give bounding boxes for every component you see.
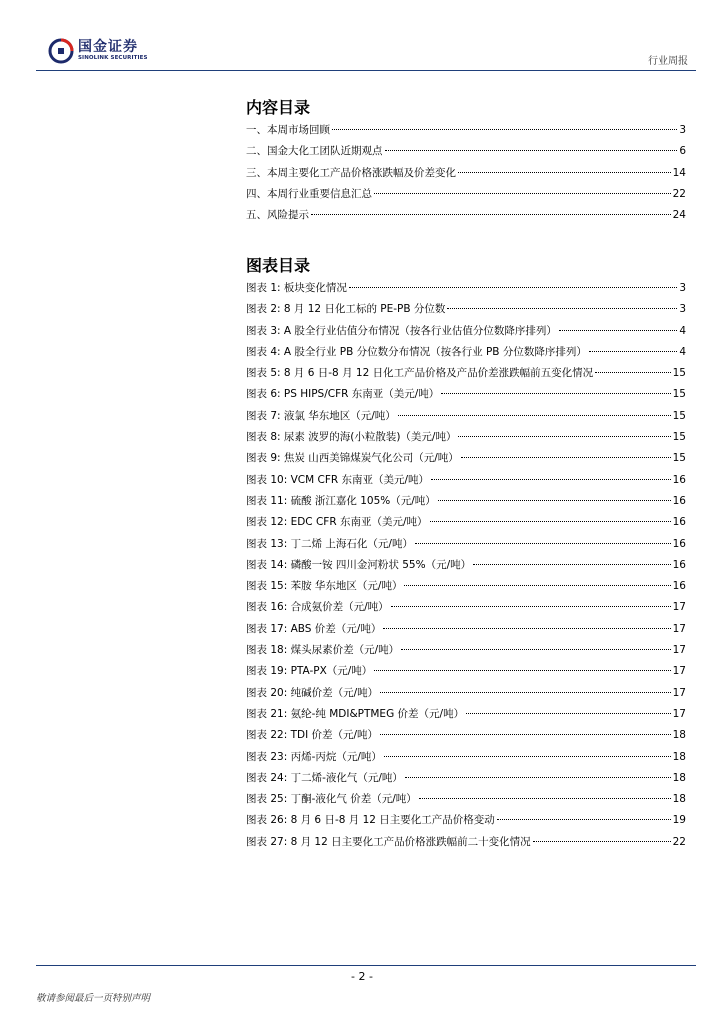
dot-leader [311,214,671,215]
contents-item[interactable] [246,165,686,186]
contents-item-label: 五、风险提示 [246,209,309,222]
dot-leader [332,129,677,130]
figure-item-label: 图表 10: VCM CFR 东南亚（美元/吨） [246,473,430,486]
figure-item-page: 17 [672,601,686,614]
figure-item-page: 15 [672,409,686,422]
contents-title: 内容目录 [246,98,311,117]
figure-item-label: 图表 9: 焦炭 山西美锦煤炭气化公司（元/吨） [246,452,459,465]
dot-leader [419,798,671,799]
logo-english-name: SINOLINK SECURITIES [78,55,148,62]
dot-leader [384,756,671,757]
figure-item[interactable] [246,791,686,812]
figure-item[interactable] [246,663,686,684]
header-divider [36,70,696,71]
figure-item-page: 15 [672,452,686,465]
figure-item-label: 图表 27: 8 月 12 日主要化工产品价格涨跌幅前二十变化情况 [246,835,531,848]
figure-item-label: 图表 20: 纯碱价差（元/吨） [246,686,379,699]
dot-leader [383,628,670,629]
logo-mark-icon [48,38,74,64]
figure-item-label: 图表 5: 8 月 6 日-8 月 12 日化工产品价格及产品价差涨跌幅前五变化情况 [246,367,594,380]
figure-item-label: 图表 25: 丁酮-液化气 价差（元/吨） [246,793,417,806]
figure-item[interactable] [246,812,686,833]
dot-leader [380,692,671,693]
figure-item-page: 18 [672,771,686,784]
dot-leader [404,585,670,586]
figure-item-page: 18 [672,750,686,763]
figure-item[interactable] [246,514,686,535]
figure-item-page: 16 [672,580,686,593]
figure-item-page: 16 [672,516,686,529]
contents-item-page: 14 [672,166,686,179]
dot-leader [438,500,671,501]
figure-item-label: 图表 17: ABS 价差（元/吨） [246,622,382,635]
figure-item-page: 19 [672,814,686,827]
figure-item[interactable] [246,621,686,642]
dot-leader [405,777,671,778]
figure-item-label: 图表 1: 板块变化情况 [246,282,347,294]
figure-item-page: 17 [672,622,686,635]
contents-item[interactable] [246,207,686,228]
contents-item-label: 一、本周市场回顾 [246,124,330,136]
contents-item-page: 24 [672,209,686,222]
figure-item-label: 图表 19: PTA-PX（元/吨） [246,665,373,678]
figure-item[interactable] [246,450,686,471]
dot-leader [595,372,671,373]
figure-item[interactable] [246,386,686,407]
figure-item-page: 3 [679,282,686,294]
figure-item-page: 15 [672,388,686,401]
figure-item[interactable] [246,344,686,365]
dot-leader [473,564,671,565]
figure-item[interactable] [246,536,686,557]
figure-item[interactable] [246,770,686,791]
page-number: - 2 - [351,970,373,983]
dot-leader [380,734,671,735]
figure-item[interactable] [246,408,686,429]
figure-item-page: 16 [672,473,686,486]
figure-item-label: 图表 7: 液氯 华东地区（元/吨） [246,409,396,422]
figure-item-page: 4 [679,324,686,337]
figure-item-label: 图表 23: 丙烯-丙烷（元/吨） [246,750,382,763]
figure-item[interactable] [246,599,686,620]
contents-item[interactable] [246,122,686,143]
figure-item-label: 图表 3: A 股全行业估值分布情况（按各行业估值分位数降序排列） [246,324,557,337]
dot-leader [415,543,671,544]
figure-item-page: 18 [672,729,686,742]
page-header [0,0,724,72]
figure-item-label: 图表 18: 煤头尿素价差（元/吨） [246,644,400,657]
dot-leader [374,193,671,194]
figure-item[interactable] [246,280,686,301]
figure-item-label: 图表 22: TDI 价差（元/吨） [246,729,379,742]
figure-item-label: 图表 26: 8 月 6 日-8 月 12 日主要化工产品价格变动 [246,814,495,827]
dot-leader [398,415,671,416]
figure-item-page: 15 [672,367,686,380]
figure-item-page: 17 [672,644,686,657]
figure-item[interactable] [246,642,686,663]
figure-item[interactable] [246,301,686,322]
figure-item-label: 图表 11: 硫酸 浙江嘉化 105%（元/吨） [246,494,436,507]
dot-leader [533,841,671,842]
figure-item[interactable] [246,834,686,855]
dot-leader [461,457,671,458]
figure-item-label: 图表 12: EDC CFR 东南亚（美元/吨） [246,516,428,529]
figure-item[interactable] [246,365,686,386]
figure-item-page: 16 [672,558,686,571]
dot-leader [430,521,671,522]
disclaimer: 敬请参阅最后一页特别声明 [36,993,151,1004]
dot-leader [458,436,670,437]
figure-item[interactable] [246,557,686,578]
contents-item-label: 二、国金大化工团队近期观点 [246,145,383,158]
figures-list [246,280,686,855]
figure-item[interactable] [246,706,686,727]
figure-item[interactable] [246,727,686,748]
contents-item-page: 6 [679,145,686,158]
dot-leader [466,713,671,714]
dot-leader [589,351,677,352]
contents-item-page: 3 [679,124,686,136]
dot-leader [458,172,671,173]
contents-item-label: 四、本周行业重要信息汇总 [246,187,372,200]
figure-item-label: 图表 14: 磷酸一铵 四川金河粉状 55%（元/吨） [246,558,472,571]
figure-item-page: 17 [672,686,686,699]
figure-item-page: 15 [672,431,686,444]
footer-divider [36,965,696,966]
figure-item-label: 图表 15: 苯胺 华东地区（元/吨） [246,580,403,593]
dot-leader [391,606,671,607]
figure-item-page: 3 [679,303,686,316]
dot-leader [497,819,671,820]
figure-item-page: 17 [672,707,686,720]
figure-item[interactable] [246,429,686,450]
dot-leader [559,330,677,331]
contents-item[interactable] [246,186,686,207]
figure-item[interactable] [246,578,686,599]
figure-item-page: 18 [672,793,686,806]
figure-item[interactable] [246,493,686,514]
figure-item-page: 22 [672,835,686,848]
contents-item-label: 三、本周主要化工产品价格涨跌幅及价差变化 [246,166,456,179]
figure-item-label: 图表 8: 尿素 波罗的海(小粒散装)（美元/吨） [246,431,457,444]
contents-list [246,122,686,228]
figure-item[interactable] [246,323,686,344]
figure-item-label: 图表 16: 合成氨价差（元/吨） [246,601,389,614]
figure-item[interactable] [246,749,686,770]
dot-leader [349,287,677,288]
dot-leader [385,150,678,151]
figure-item-page: 4 [679,345,686,358]
dot-leader [401,649,671,650]
dot-leader [441,393,670,394]
report-type: 行业周报 [648,56,688,67]
figure-item-label: 图表 6: PS HIPS/CFR 东南亚（美元/吨） [246,388,440,401]
figure-item-label: 图表 4: A 股全行业 PB 分位数分布情况（按各行业 PB 分位数降序排列） [246,345,587,358]
figures-title: 图表目录 [246,256,311,275]
logo-chinese-name: 国金证券 [78,39,138,56]
dot-leader [374,670,670,671]
figure-item-label: 图表 21: 氨纶-纯 MDI&PTMEG 价差（元/吨） [246,707,465,720]
figure-item-page: 16 [672,494,686,507]
figure-item[interactable] [246,685,686,706]
figure-item-page: 16 [672,537,686,550]
contents-item-page: 22 [672,187,686,200]
figure-item-label: 图表 24: 丁二烯-液化气（元/吨） [246,771,403,784]
figure-item[interactable] [246,472,686,493]
company-logo [48,38,148,64]
dot-leader [447,308,677,309]
figure-item-label: 图表 2: 8 月 12 日化工标的 PE-PB 分位数 [246,303,446,316]
contents-item[interactable] [246,143,686,164]
figure-item-page: 17 [672,665,686,678]
figure-item-label: 图表 13: 丁二烯 上海石化（元/吨） [246,537,413,550]
dot-leader [431,479,671,480]
